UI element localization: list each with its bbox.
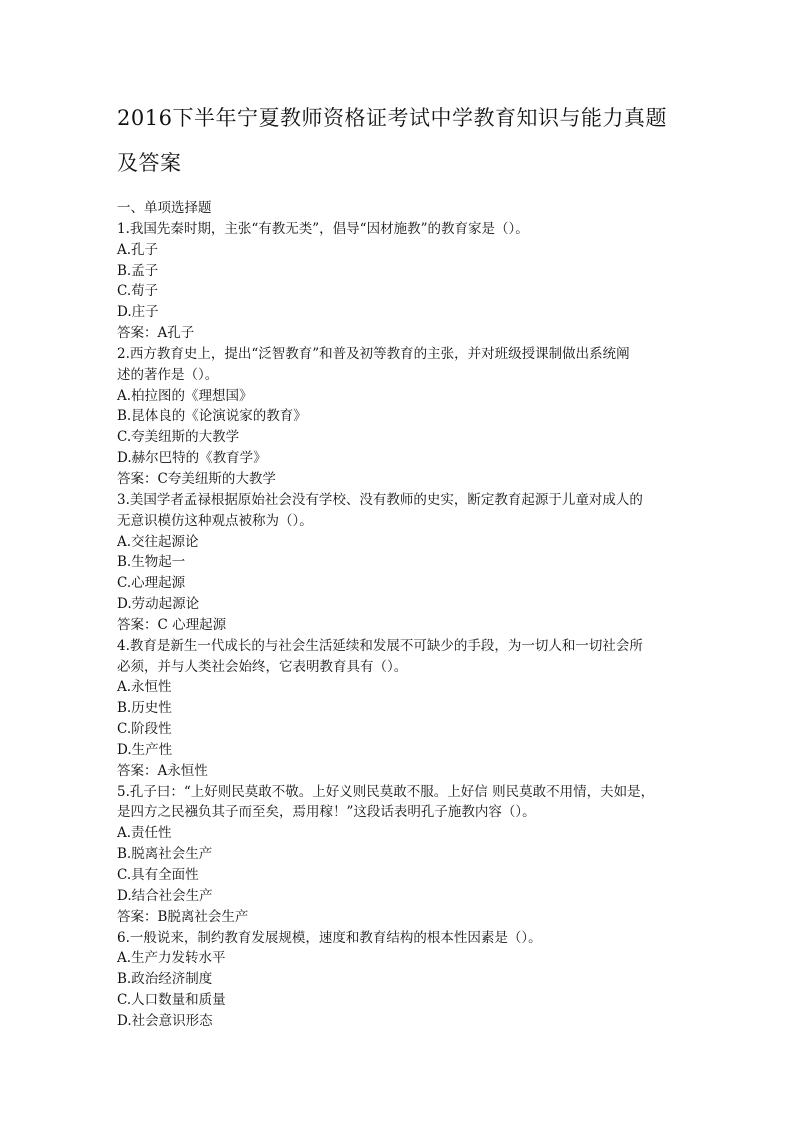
question-5	[117, 782, 677, 928]
question-stem: 1.我国先秦时期，主张“有教无类”，倡导“因材施教”的教育家是（）。	[117, 220, 529, 237]
option-a: A.生产力发转水平	[117, 950, 226, 967]
option-c: C.阶段性	[117, 721, 172, 738]
question-stem: 6.一般说来，制约教育发展规模，速度和教育结构的根本性因素是（）。	[117, 929, 542, 946]
option-b: B.脱离社会生产	[117, 846, 213, 863]
question-stem-line-2: 无意识模仿这种观点被称为（）。	[117, 512, 313, 529]
option-d: D.赫尔巴特的《教育学》	[117, 450, 267, 467]
option-b: B.孟子	[117, 262, 159, 279]
question-3	[117, 490, 677, 636]
question-stem-line-2: 必须，并与人类社会始终，它表明教育具有（）。	[117, 658, 408, 675]
option-a: A.永恒性	[117, 679, 172, 696]
option-d: D.社会意识形态	[117, 1012, 213, 1029]
option-c: C.具有全面性	[117, 867, 199, 883]
question-stem-line-2: 述的著作是（）。	[117, 366, 219, 383]
option-b: B.昆体良的《论演说家的教育》	[117, 408, 307, 425]
question-stem-line-1: 2.西方教育史上，提出“泛智教育”和普及初等教育的主张，并对班级授课制做出系统阐	[117, 345, 630, 362]
document-title	[117, 96, 677, 186]
option-d: D.结合社会生产	[117, 887, 213, 904]
question-4	[117, 636, 677, 782]
question-stem-line-1: 3.美国学者孟禄根据原始社会没有学校、没有教师的史实，断定教育起源于儿童对成人的	[117, 491, 643, 508]
answer: 答案：C夸美纽斯的大教学	[117, 470, 276, 487]
option-d: D.劳动起源论	[117, 596, 200, 613]
answer: 答案：C 心理起源	[117, 616, 227, 633]
document-page	[117, 96, 677, 1032]
question-stem-line-1: 4.教育是新生一代成长的与社会生活延续和发展不可缺少的手段，为一切人和一切社会所	[117, 637, 643, 654]
title-line-1: 2016下半年宁夏教师资格证考试中学教育知识与能力真题	[117, 106, 667, 130]
question-1	[117, 219, 677, 344]
answer: 答案：A永恒性	[117, 762, 208, 779]
option-a: A.孔子	[117, 241, 159, 258]
title-line-2: 及答案	[117, 151, 182, 175]
question-6	[117, 928, 677, 1032]
answer: 答案：A孔子	[117, 325, 195, 342]
option-d: D.庄子	[117, 304, 159, 321]
question-stem-line-2: 是四方之民襁负其子而至矣，焉用稼！”这段话表明孔子施教内容（）。	[117, 804, 536, 821]
option-b: B.历史性	[117, 700, 172, 717]
option-a: A.责任性	[117, 825, 172, 842]
question-2	[117, 344, 677, 490]
option-a: A.交往起源论	[117, 533, 199, 550]
question-stem-line-1: 5.孔子曰：“上好则民莫敢不敬。上好义则民莫敢不服。上好信 则民莫敢不用情，夫如是，	[117, 783, 655, 800]
option-b: B.政治经济制度	[117, 971, 213, 988]
option-d: D.生产性	[117, 741, 173, 758]
option-a: A.柏拉图的《理想国》	[117, 387, 253, 404]
answer: 答案：B脱离社会生产	[117, 908, 249, 925]
section-heading: 一、单项选择题	[117, 200, 212, 216]
option-c: C.人口数量和质量	[117, 992, 226, 1009]
option-c: C.心理起源	[117, 575, 186, 592]
option-b: B.生物起一	[117, 554, 186, 571]
option-c: C.夸美纽斯的大教学	[117, 429, 240, 446]
document-body	[117, 198, 677, 1032]
option-c: C.荀子	[117, 283, 159, 300]
